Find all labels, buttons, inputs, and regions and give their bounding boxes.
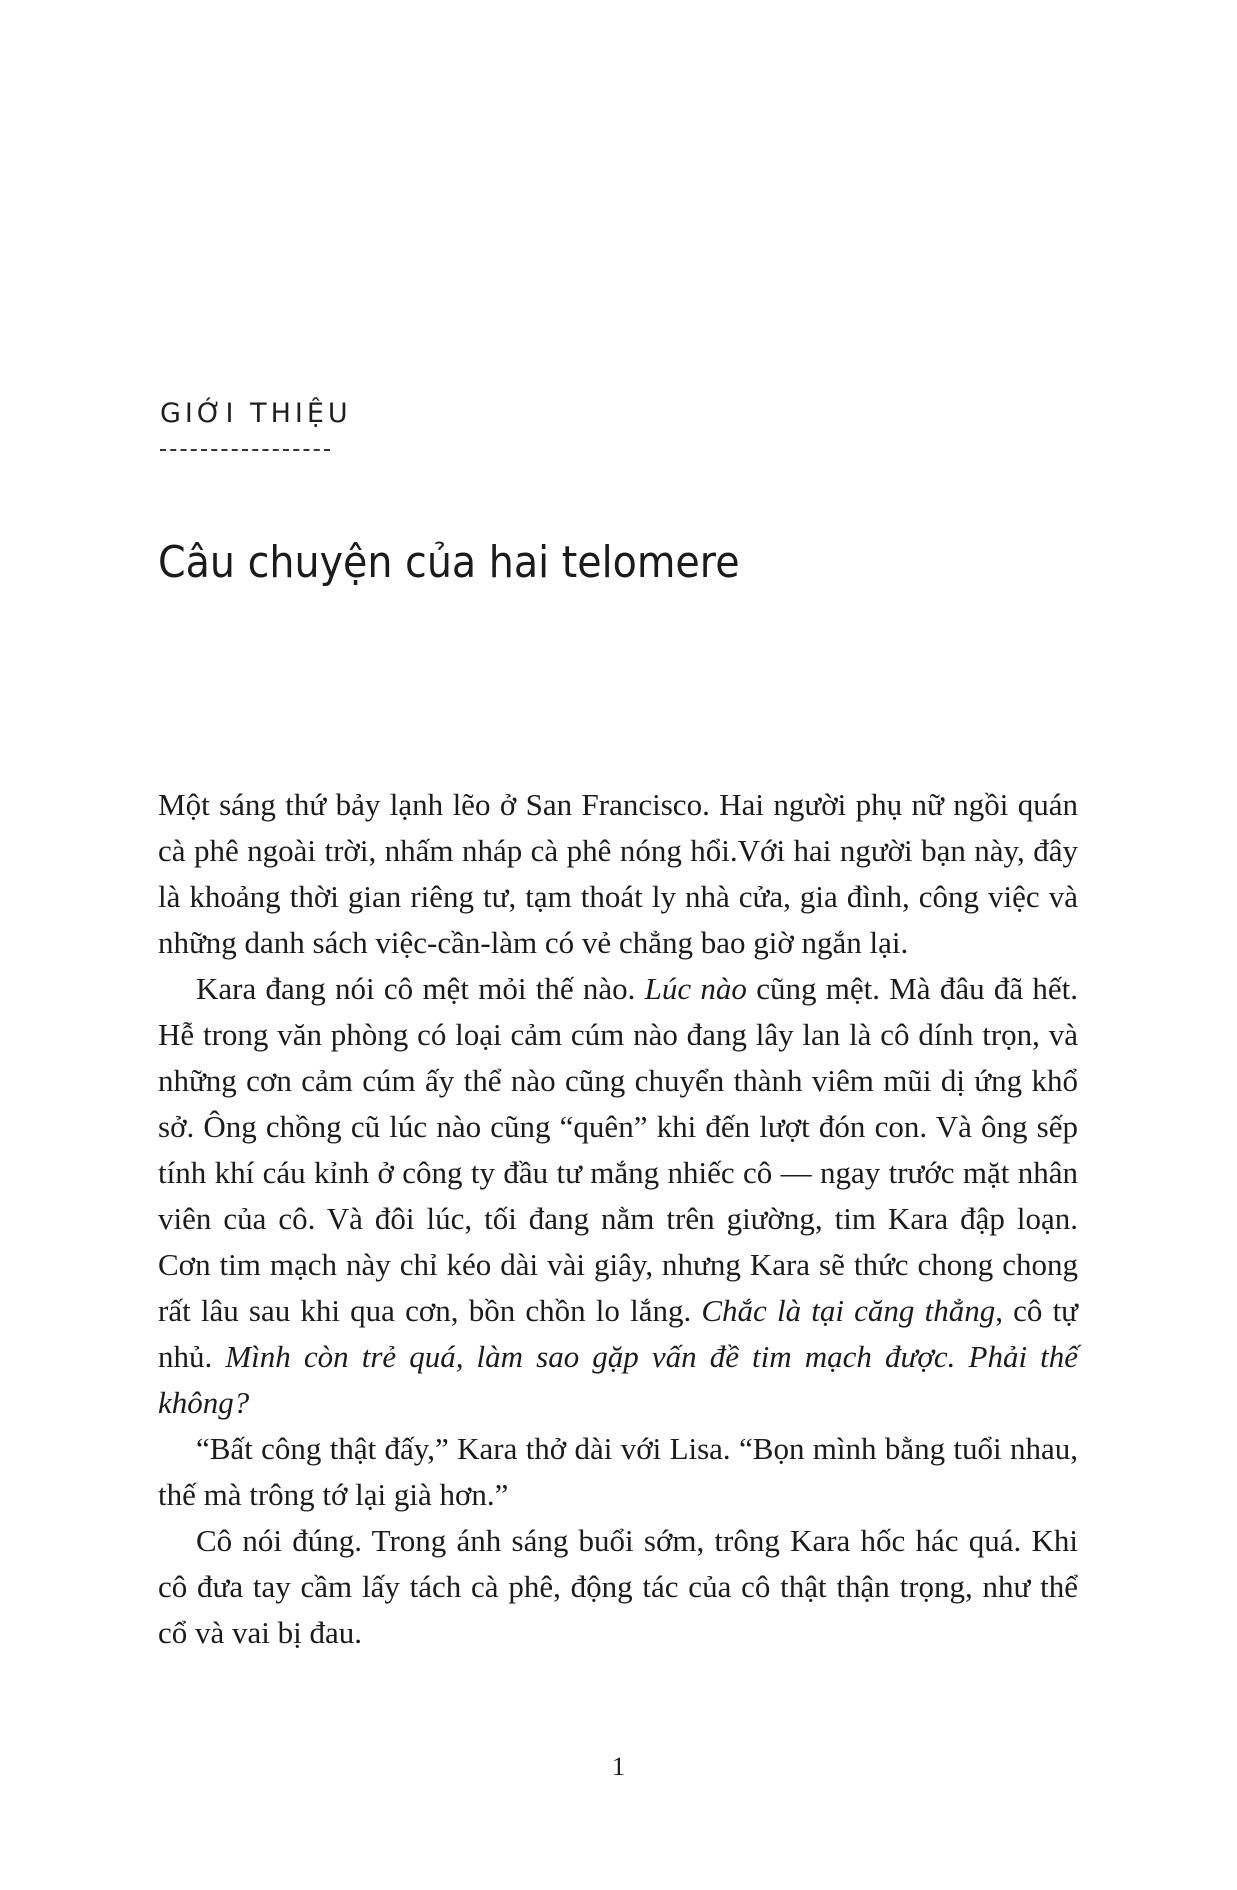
chapter-label: GIỚI THIỆU (160, 398, 352, 429)
text-run: Kara đang nói cô mệt mỏi thế nào. (196, 971, 645, 1006)
italic-text-run: Lúc nào (644, 971, 747, 1006)
paragraph-4 (158, 1518, 1078, 1656)
page-number: 1 (612, 1752, 625, 1781)
body-text (158, 782, 1078, 1656)
text-run: Cô nói đúng. Trong ánh sáng buổi sớm, trông Kara hốc hác quá. Khi cô đưa tay cầm lấy tách cà phê, động tác của cô thật thận trọng, như thể cổ và vai bị đau. (158, 1523, 1078, 1650)
text-run: cũng mệt. Mà đâu đã hết. Hễ trong văn phòng có loại cảm cúm nào đang lây lan là cô dính trọn, và những cơn cảm cúm ấy thể nào cũng chuyển thành viêm mũi dị ứng khổ sở. Ông chồng cũ lúc nào cũng “quên” khi đến lượt đón con. Và ông sếp tính khí cáu kỉnh ở công ty đầu tư mắng nhiếc cô — ngay trước mặt nhân viên của cô. Và đôi lúc, tối đang nằm trên giường, tim Kara đập loạn. Cơn tim mạch này chỉ kéo dài vài giây, nhưng Kara sẽ thức chong chong rất lâu sau khi qua cơn, bồn chồn lo lắng. (158, 971, 1079, 1328)
paragraph-2 (158, 966, 1078, 1426)
paragraph-3 (158, 1426, 1078, 1518)
italic-text-run: Chắc là tại căng thẳng (701, 1293, 996, 1328)
text-run: , cô tự nhủ. (158, 1293, 1078, 1374)
text-run: “Bất công thật đấy,” Kara thở dài với Lisa. “Bọn mình bằng tuổi nhau, thế mà trông tớ lại già hơn.” (158, 1431, 1078, 1512)
text-run: Một sáng thứ bảy lạnh lẽo ở San Francisco. Hai người phụ nữ ngồi quán cà phê ngoài trời, nhấm nháp cà phê nóng hổi.Với hai người bạn này, đây là khoảng thời gian riêng tư, tạm thoát ly nhà cửa, gia đình, công việc và những danh sách việc-cần-làm có vẻ chẳng bao giờ ngắn lại. (158, 787, 1078, 960)
paragraph-1 (158, 782, 1078, 966)
italic-text-run: Mình còn trẻ quá, làm sao gặp vấn đề tim mạch được. Phải thế không? (158, 1339, 1079, 1420)
chapter-title: Câu chuyện của hai telomere (158, 537, 740, 588)
chapter-divider (160, 449, 330, 451)
